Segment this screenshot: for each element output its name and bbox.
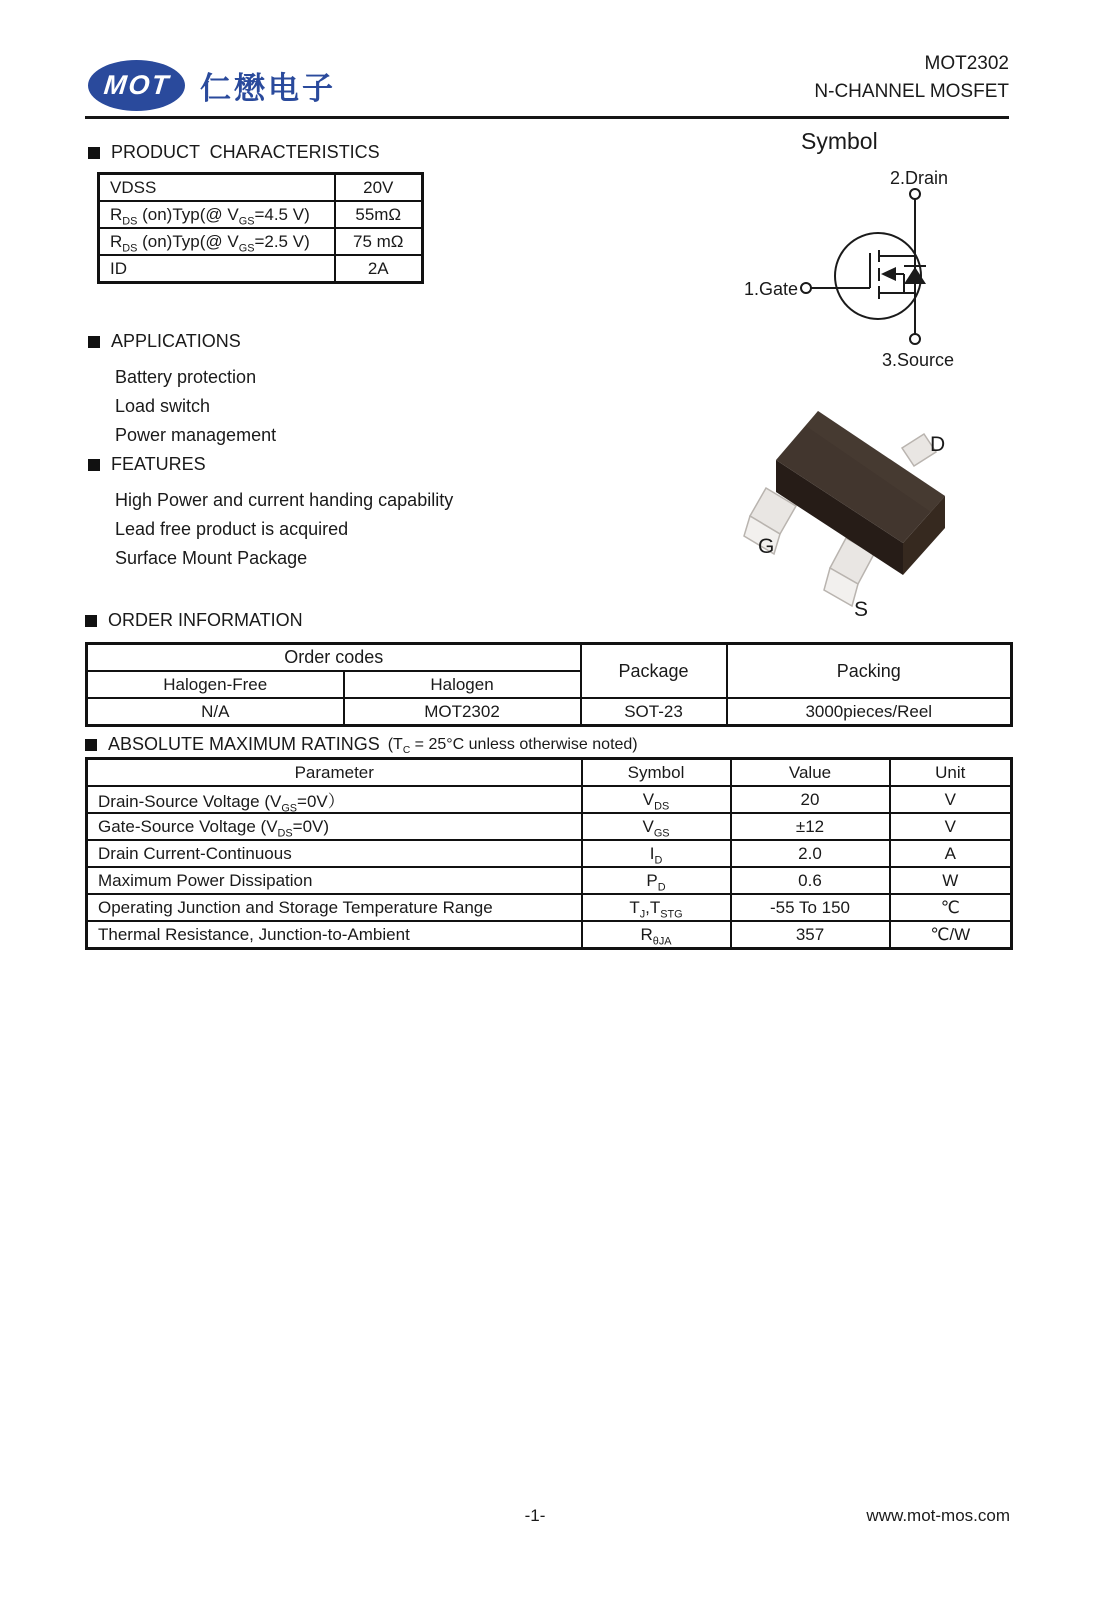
square-bullet-icon — [88, 147, 100, 159]
feature-item: Lead free product is acquired — [115, 519, 349, 539]
square-bullet-icon — [85, 615, 97, 627]
package-label-s: S — [854, 598, 869, 621]
parameter-cell: Gate-Source Voltage $(V_{DS}=0V)$ — [87, 813, 582, 840]
pin-label-source: 3.Source — [881, 350, 955, 370]
absolute-maximum-ratings-table — [85, 757, 1013, 950]
section-applications — [88, 331, 276, 450]
section-heading: ORDER INFORMATION — [108, 610, 303, 630]
application-item: Load switch — [115, 396, 211, 416]
table-row — [87, 698, 1012, 726]
value-cell: 55mΩ — [335, 201, 423, 228]
section-heading: APPLICATIONS — [111, 331, 241, 351]
param-cell: $R_{DS}$ (on)Typ(@ $V_{GS}=2.5$ V) — [99, 228, 335, 255]
table-row — [87, 813, 1012, 840]
unit-cell: V — [890, 786, 1012, 813]
feature-item: Surface Mount Package — [115, 548, 308, 568]
unit-cell: ℃/W — [890, 921, 1012, 949]
param-cell: ID — [99, 255, 335, 283]
square-bullet-icon — [88, 459, 100, 471]
halogen-value: MOT2302 — [344, 698, 581, 726]
unit-cell: A — [890, 840, 1012, 867]
symbol-heading: Symbol — [801, 128, 878, 154]
package-value: SOT-23 — [581, 698, 727, 726]
section-absolute-maximum-ratings — [85, 734, 638, 755]
pin-label-drain: 2.Drain — [889, 168, 949, 188]
order-information-table — [85, 642, 1013, 727]
square-bullet-icon — [88, 336, 100, 348]
col-header-value: Value — [731, 759, 890, 787]
param-cell: $R_{DS}$ (on)Typ(@ $V_{GS}=4.5$ V) — [99, 201, 335, 228]
order-codes-header: Order codes — [87, 644, 581, 672]
value-cell: ±12 — [731, 813, 890, 840]
table-header-row — [87, 759, 1012, 787]
table-row — [99, 174, 423, 202]
brand-logo — [88, 60, 336, 111]
unit-cell: ℃ — [890, 894, 1012, 921]
table-row — [87, 894, 1012, 921]
section-order-information — [85, 610, 303, 631]
logo-chinese-name: 仁懋电子 — [200, 71, 336, 106]
logo-text: MOT — [101, 70, 172, 100]
symbol-cell: $I_D$ — [582, 840, 731, 867]
table-row — [87, 921, 1012, 949]
application-item: Battery protection — [115, 367, 257, 387]
value-cell: 357 — [731, 921, 890, 949]
part-number: MOT2302 — [924, 53, 1009, 74]
website-url: www.mot-mos.com — [866, 1506, 1010, 1525]
symbol-cell: $V_{DS}$ — [582, 786, 731, 813]
package-label-g: G — [758, 535, 775, 558]
table-row — [99, 228, 423, 255]
value-cell: 2.0 — [731, 840, 890, 867]
col-header-symbol: Symbol — [582, 759, 731, 787]
device-type: N-CHANNEL MOSFET — [814, 81, 1009, 102]
value-cell: 0.6 — [731, 867, 890, 894]
body-diode-icon — [904, 267, 926, 284]
header-divider — [85, 116, 1009, 119]
document-title — [814, 50, 1009, 106]
value-cell: 20V — [335, 174, 423, 202]
product-characteristics-table — [97, 172, 424, 284]
value-cell: 2A — [335, 255, 423, 283]
application-item: Power management — [115, 425, 277, 445]
section-heading-note: ($T_C = 25^\circ C$ unless otherwise noted) — [387, 735, 638, 756]
table-row — [99, 255, 423, 283]
value-cell: 75 mΩ — [335, 228, 423, 255]
mosfet-symbol-diagram — [720, 158, 1020, 376]
parameter-cell: Thermal Resistance, Junction-to-Ambient — [87, 921, 582, 949]
halogen-free-header: Halogen-Free — [87, 671, 344, 698]
parameter-cell: Drain-Source Voltage $(V_{GS}=0V)$ — [87, 786, 582, 813]
table-row — [99, 201, 423, 228]
table-row — [87, 786, 1012, 813]
sot23-package-image — [718, 388, 1018, 628]
table-row — [87, 867, 1012, 894]
section-heading: ABSOLUTE MAXIMUM RATINGS — [108, 734, 380, 754]
unit-cell: V — [890, 813, 1012, 840]
packing-value: 3000pieces/Reel — [727, 698, 1012, 726]
packing-header: Packing — [727, 644, 1012, 699]
col-header-parameter: Parameter — [87, 759, 582, 787]
halogen-header: Halogen — [344, 671, 581, 698]
symbol-cell: $T_J,T_{STG}$ — [582, 894, 731, 921]
package-header: Package — [581, 644, 727, 699]
symbol-cell: $V_{GS}$ — [582, 813, 731, 840]
unit-cell: W — [890, 867, 1012, 894]
section-heading: FEATURES — [111, 454, 206, 474]
symbol-cell: $R_{\theta JA}$ — [582, 921, 731, 949]
section-features — [88, 454, 453, 573]
package-label-d: D — [930, 433, 946, 456]
square-bullet-icon — [85, 739, 97, 751]
symbol-cell: $P_D$ — [582, 867, 731, 894]
section-product-characteristics — [88, 142, 380, 163]
parameter-cell: Maximum Power Dissipation — [87, 867, 582, 894]
pin-label-gate: 1.Gate — [743, 279, 798, 299]
section-heading: PRODUCT CHARACTERISTICS — [111, 142, 380, 162]
param-cell: VDSS — [99, 174, 335, 202]
gate-arrow-icon — [881, 267, 896, 281]
parameter-cell: Drain Current-Continuous — [87, 840, 582, 867]
value-cell: 20 — [731, 786, 890, 813]
col-header-unit: Unit — [890, 759, 1012, 787]
table-row — [87, 840, 1012, 867]
page-number: -1- — [524, 1506, 546, 1525]
mot-logo-icon — [88, 60, 185, 111]
parameter-cell: Operating Junction and Storage Temperature Range — [87, 894, 582, 921]
value-cell: -55 To 150 — [731, 894, 890, 921]
feature-item: High Power and current handing capability — [115, 490, 454, 510]
table-row — [87, 644, 1012, 672]
halogen-free-value: N/A — [87, 698, 344, 726]
